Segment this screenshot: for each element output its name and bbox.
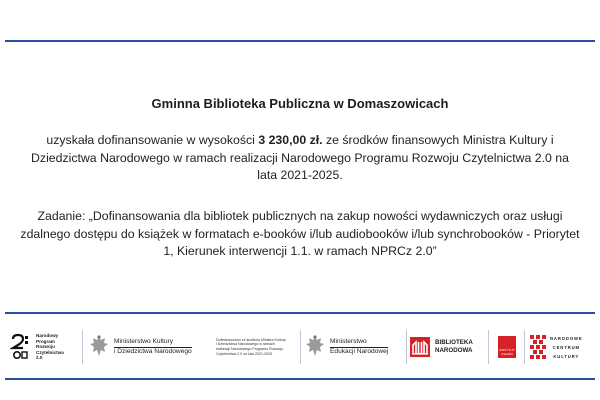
mkidn-line-1: Ministerstwo Kultury	[114, 337, 173, 345]
nck-line-1: NARODOWE	[550, 335, 583, 341]
nck-line-2: CENTRUM	[552, 344, 580, 350]
mkidn-logo	[88, 322, 213, 372]
polish-eagle-icon	[304, 334, 326, 360]
funding-paragraph	[20, 132, 580, 185]
library-heading: Gminna Biblioteka Publiczna w Domaszowicach	[151, 96, 449, 111]
men-logo	[304, 322, 404, 372]
funding-amount: 3 230,00 zł.	[258, 133, 323, 147]
nprcz-line: 2.0	[36, 355, 43, 361]
men-name	[330, 338, 388, 356]
bottom-rule	[5, 378, 595, 380]
bn-line-2: NARODOWA	[435, 347, 473, 354]
funding-text-before: uzyskała dofinansowanie w wysokości	[46, 133, 259, 147]
top-rule	[5, 40, 595, 42]
nprcz-line: Czytelnictwa	[36, 349, 64, 355]
mkidn-line-2: i Dziedzictwa Narodowego	[114, 347, 192, 355]
nprcz-line: Rozwoju	[36, 344, 55, 350]
bn-name	[435, 339, 473, 354]
red-logo-line: KSIĄŻKI	[501, 351, 513, 356]
biblioteka-narodowa-logo	[410, 322, 484, 372]
funding-text-after: ze środków finansowych Ministra Kultury i Dziedzictwa Narodowego w ramach realizacji Narodowego Programu Rozwoju Czytelnictwa 2.0 na lata 2021-2025.	[31, 133, 569, 182]
logo-separator	[524, 330, 525, 364]
nck-name	[550, 334, 583, 361]
funding-note-line: realizacji Narodowego Programu Rozwoju	[216, 347, 283, 351]
instytut-ksiazki-logo	[494, 322, 520, 372]
sponsor-logo-bar	[8, 322, 592, 372]
nck-line-3: KULTURY	[553, 353, 580, 359]
mkidn-name	[114, 338, 192, 356]
logo-separator	[300, 330, 301, 364]
funding-note-line: i Dziedzictwa Narodowego w ramach	[216, 342, 275, 347]
red-logo-line: INSTYTUT	[499, 348, 515, 353]
logo-separator	[406, 330, 407, 364]
logo-separator	[488, 330, 489, 364]
nck-logo	[530, 322, 592, 372]
nprcz-line: Program	[36, 338, 55, 344]
polish-eagle-icon	[88, 334, 110, 360]
nck-grid-icon	[530, 335, 546, 359]
men-line-1: Ministerstwo	[330, 337, 367, 345]
nprcz-text	[36, 333, 64, 360]
bn-line-1: BIBLIOTEKA	[435, 339, 473, 347]
nprcz-line: Narodowy	[36, 333, 59, 339]
task-paragraph: Zadanie: „Dofinansowania dla bibliotek publicznych na zakup nowości wydawniczych oraz usługi zdalnego dostępu do książek w formatach e-booków i/lub audiobooków i/lub synchrobooków - Priorytet 1, Kierunek interwencji 1.1. w ramach NPRCz 2.0”	[20, 209, 580, 258]
red-square-logo	[498, 336, 516, 358]
funding-note-line: Dofinansowano ze środków Ministra Kultury	[216, 337, 286, 342]
men-line-2: Edukacji Narodowej	[330, 347, 389, 355]
funding-note-line: Czytelnictwa 2.0 na lata 2021-2025	[216, 351, 273, 356]
nprcz-logo	[10, 322, 78, 372]
library-building-icon	[410, 337, 430, 357]
nprcz-mark-icon	[10, 333, 32, 361]
funding-note	[216, 322, 296, 372]
middle-rule	[5, 312, 595, 314]
logo-separator	[82, 330, 83, 364]
